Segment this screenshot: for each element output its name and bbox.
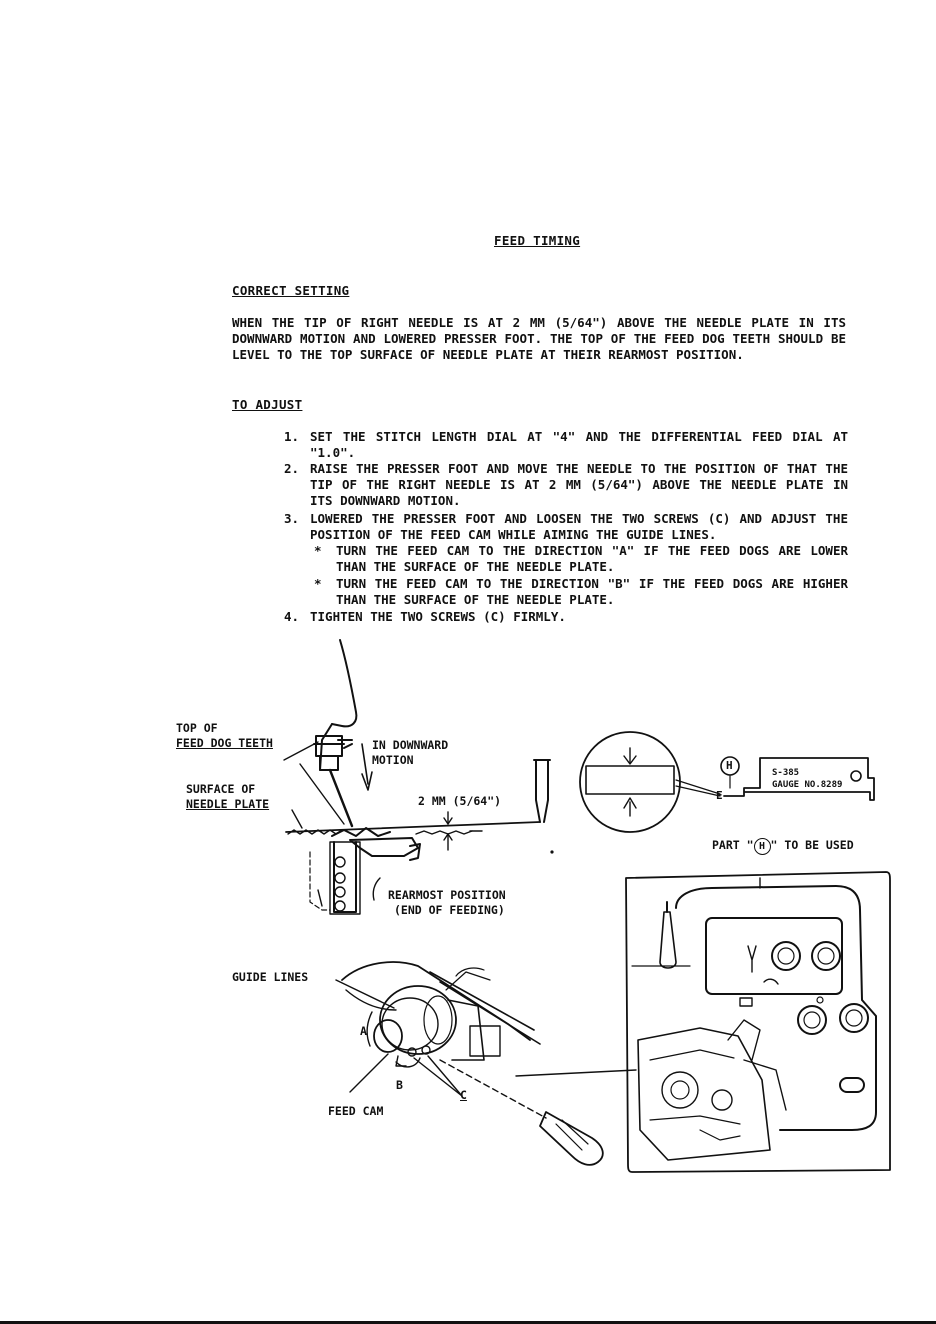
label-line: (END OF FEEDING) <box>394 903 505 917</box>
caption-text: " TO BE USED <box>770 838 854 852</box>
step-text: SET THE STITCH LENGTH DIAL AT "4" AND THE DIFFERENTIAL FEED DIAL AT "1.0". <box>310 429 848 460</box>
label-in-downward-motion <box>372 738 448 768</box>
gauge-letter-e: E <box>716 789 723 802</box>
step-text: RAISE THE PRESSER FOOT AND MOVE THE NEEDLE TO THE POSITION OF THAT THE TIP OF THE RIGHT NEEDLE IS AT 2 MM (5/64") ABOVE THE NEEDLE PLATE IN ITS DOWNWARD MOTION. <box>310 461 848 508</box>
label-rearmost-position <box>388 888 506 918</box>
feed-cam-hub <box>374 1020 402 1052</box>
correct-setting-body: WHEN THE TIP OF RIGHT NEEDLE IS AT 2 MM (5/64") ABOVE THE NEEDLE PLATE IN ITS DOWNWARD MOTION AND LOWERED PRESSER FOOT. THE TOP OF THE FEED DOG TEETH SHOULD BE LEVEL TO THE TOP SURFACE OF NEEDLE PLATE AT THEIR REARMOST POSITION. <box>232 315 846 362</box>
step-text: TIGHTEN THE TWO SCREWS (C) FIRMLY. <box>310 609 566 624</box>
label-line: MOTION <box>372 753 414 767</box>
label-line: FEED DOG TEETH <box>176 736 273 750</box>
label-top-of-feed-dog <box>176 721 273 751</box>
caption-text: PART " <box>712 838 754 852</box>
lower-dial-left <box>798 1006 826 1034</box>
gauge-id: S-385 <box>772 768 800 778</box>
needle-clamp-lower <box>320 756 338 770</box>
label-line: TOP OF <box>176 721 218 735</box>
bullet-text: TURN THE FEED CAM TO THE DIRECTION "B" IF THE FEED DOGS ARE HIGHER THAN THE SURFACE OF THE NEEDLE PLATE. <box>336 576 848 607</box>
label-surface-of-needle-plate <box>186 782 269 812</box>
step-number: 4. <box>284 609 300 624</box>
magnifier-circle <box>580 732 680 832</box>
needle-plate-surface <box>286 822 540 832</box>
correct-setting-heading: CORRECT SETTING <box>232 283 350 298</box>
label-line: IN DOWNWARD <box>372 738 449 752</box>
label-guide-lines: GUIDE LINES <box>232 970 309 984</box>
thread-cone <box>660 912 676 968</box>
bullet-text: TURN THE FEED CAM TO THE DIRECTION "A" IF THE FEED DOGS ARE LOWER THAN THE SURFACE OF THE NEEDLE PLATE. <box>336 543 848 574</box>
feed-cam-shaft <box>342 962 530 1040</box>
label-measurement: 2 MM (5/64") <box>418 794 502 808</box>
label-feed-cam: FEED CAM <box>328 1104 384 1118</box>
label-direction-a: A <box>360 1024 367 1038</box>
gauge-number: GAUGE NO.8289 <box>772 780 843 790</box>
to-adjust-heading: TO ADJUST <box>232 397 303 412</box>
step-number: 1. <box>284 429 300 444</box>
needle-shaft <box>330 770 352 826</box>
front-mechanism <box>638 1028 770 1160</box>
upper-dial-left <box>772 942 800 970</box>
step-number: 3. <box>284 511 300 526</box>
needle-bar <box>320 724 332 770</box>
handle-slot <box>840 1078 864 1092</box>
label-line: SURFACE OF <box>186 782 256 796</box>
label-line: NEEDLE PLATE <box>186 797 270 811</box>
step-text: LOWERED THE PRESSER FOOT AND LOOSEN THE TWO SCREWS (C) AND ADJUST THE POSITION OF THE FEED CAM WHILE AIMING THE GUIDE LINES. <box>310 511 848 542</box>
label-direction-b: B <box>396 1078 403 1092</box>
label-screws-c: C <box>460 1088 467 1102</box>
part-h-circled: H <box>754 838 771 855</box>
lower-dial-right <box>840 1004 868 1032</box>
gauge-needles <box>536 760 548 822</box>
upper-panel <box>706 918 842 994</box>
upper-dial-right <box>812 942 840 970</box>
label-line: REARMOST POSITION <box>388 888 506 902</box>
page-title: FEED TIMING <box>494 233 581 248</box>
part-h-caption <box>712 838 854 855</box>
gauge-bar-magnified <box>586 766 674 794</box>
screwdriver-handle <box>540 1112 603 1165</box>
step-number: 2. <box>284 461 300 476</box>
bullet-mark: * <box>314 543 322 558</box>
presser-lever <box>332 640 356 726</box>
bullet-mark: * <box>314 576 322 591</box>
part-h-marker-letter: H <box>726 759 733 772</box>
